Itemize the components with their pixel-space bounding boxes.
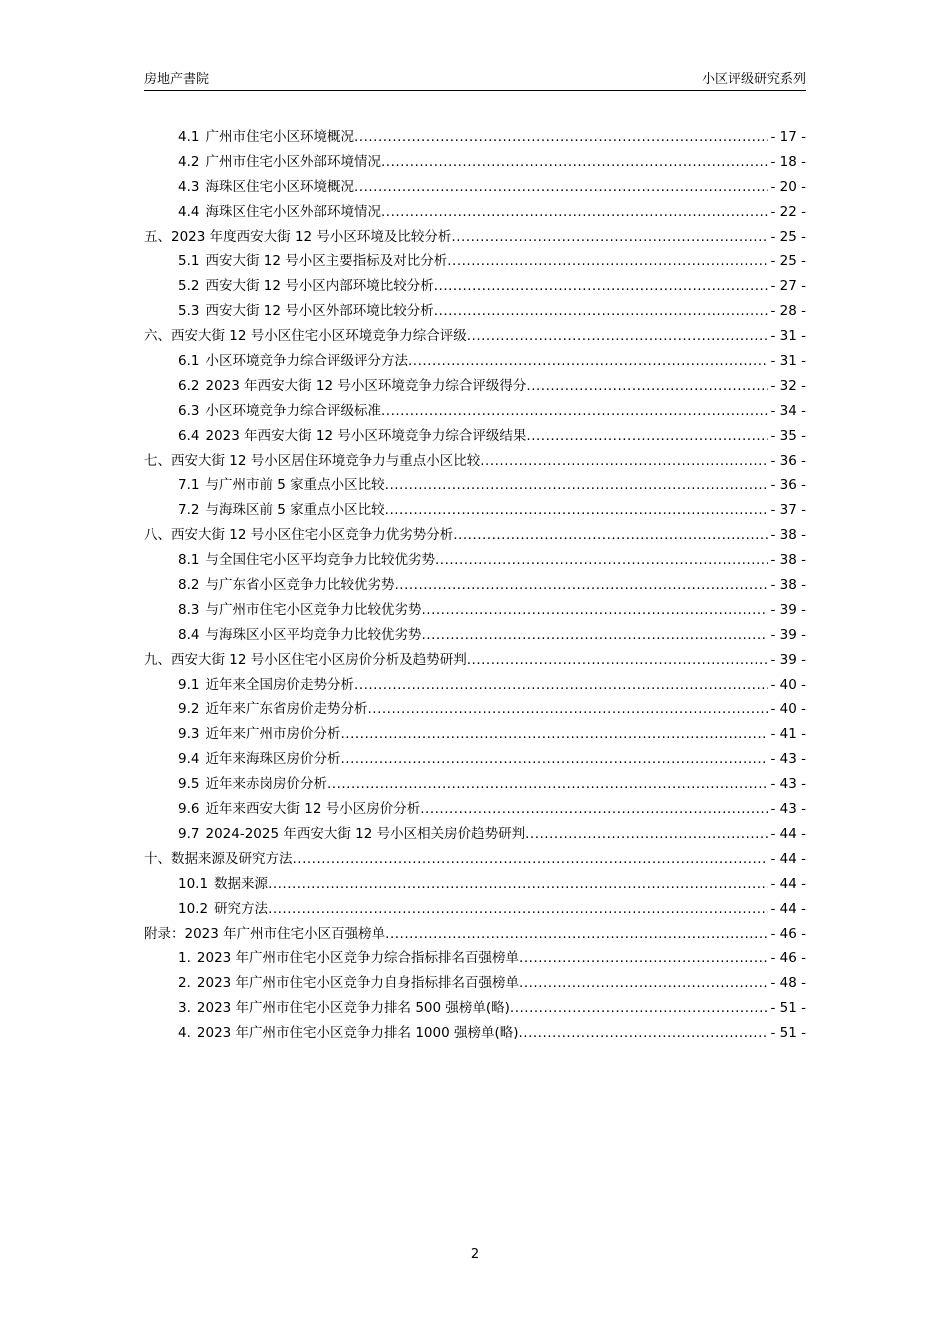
toc-entry-number: 10.1 bbox=[178, 875, 209, 892]
toc-leader-dots bbox=[367, 697, 768, 722]
toc-entry-title: 2023 年广州市住宅小区竞争力综合指标排名百强榜单 bbox=[196, 950, 520, 967]
toc-entry-title: 与海珠区小区平均竞争力比较优劣势 bbox=[205, 626, 422, 643]
toc-entry-number: 8.1 bbox=[178, 552, 200, 569]
toc-leader-dots bbox=[381, 150, 769, 175]
toc-entry-number: 3. bbox=[178, 1000, 191, 1017]
toc-entry-title: 广州市住宅小区环境概况 bbox=[205, 129, 354, 145]
toc-leader-dots bbox=[381, 200, 769, 225]
toc-leader-dots bbox=[354, 673, 769, 698]
toc-leader-dots bbox=[340, 722, 768, 747]
toc-leader-dots bbox=[519, 971, 768, 996]
toc-entry-number: 7.1 bbox=[178, 477, 200, 494]
toc-entry-page: - 43 - bbox=[770, 776, 806, 793]
toc-leader-dots bbox=[385, 498, 769, 523]
toc-leader-dots bbox=[435, 548, 769, 573]
toc-entry-title: 近年来广州市房价分析 bbox=[205, 726, 341, 743]
toc-leader-dots bbox=[526, 374, 768, 399]
toc-entry-title: 近年来赤岗房价分析 bbox=[205, 776, 327, 793]
toc-entry-page: - 44 - bbox=[770, 900, 806, 917]
toc-entry-page: - 43 - bbox=[770, 801, 806, 818]
toc-entry[interactable] bbox=[144, 548, 806, 573]
page-header bbox=[144, 66, 806, 91]
toc-entry-page: - 44 - bbox=[770, 875, 806, 892]
toc-leader-dots bbox=[467, 648, 769, 673]
toc-entry-number: 9.1 bbox=[178, 676, 200, 693]
toc-entry-title: 海珠区住宅小区外部环境情况 bbox=[205, 203, 381, 220]
toc-entry-page: - 34 - bbox=[770, 402, 806, 419]
toc-entry-page: - 48 - bbox=[770, 975, 806, 992]
toc-entry[interactable] bbox=[144, 249, 806, 274]
toc-leader-dots bbox=[451, 225, 768, 250]
toc-entry-title: 近年来广东省房价走势分析 bbox=[205, 701, 368, 718]
toc-entry-number: 4.2 bbox=[178, 153, 200, 170]
toc-entry[interactable] bbox=[144, 399, 806, 424]
toc-leader-dots bbox=[434, 299, 769, 324]
toc-entry-title: 与海珠区前 5 家重点小区比较 bbox=[205, 502, 385, 519]
toc-leader-dots bbox=[480, 449, 768, 474]
toc-leader-dots bbox=[453, 523, 768, 548]
toc-entry-title: 西安大街 12 号小区外部环境比较分析 bbox=[205, 303, 434, 320]
toc-leader-dots bbox=[447, 249, 768, 274]
toc-entry-number: 2. bbox=[178, 975, 191, 992]
toc-entry-title: 十、数据来源及研究方法 bbox=[144, 850, 293, 867]
toc-entry-number: 8.3 bbox=[178, 601, 200, 618]
toc-leader-dots bbox=[421, 598, 768, 623]
toc-leader-dots bbox=[510, 996, 769, 1021]
toc-entry-title: 2023 年广州市住宅小区竞争力排名 500 强榜单(略) bbox=[196, 1000, 510, 1017]
toc-entry[interactable] bbox=[144, 946, 806, 971]
toc-leader-dots bbox=[268, 872, 768, 897]
toc-entry-number: 6.4 bbox=[178, 427, 200, 444]
toc-leader-dots bbox=[526, 424, 768, 449]
toc-entry-title: 数据来源 bbox=[214, 875, 269, 892]
toc-entry-title: 2023 年广州市住宅小区竞争力自身指标排名百强榜单 bbox=[196, 975, 520, 992]
toc-entry-number: 5.1 bbox=[178, 253, 200, 270]
toc-leader-dots bbox=[421, 623, 768, 648]
toc-entry-title: 五、2023 年度西安大街 12 号小区环境及比较分析 bbox=[144, 228, 452, 245]
toc-entry[interactable] bbox=[144, 200, 806, 225]
toc-entry-page: - 17 - bbox=[770, 129, 806, 145]
header-publisher: 房地产書院 bbox=[144, 72, 210, 87]
toc-entry[interactable] bbox=[144, 971, 806, 996]
toc-entry[interactable] bbox=[144, 722, 806, 747]
toc-entry-number: 4.3 bbox=[178, 178, 200, 195]
toc-entry-number: 10.2 bbox=[178, 900, 209, 917]
toc-entry-page: - 28 - bbox=[770, 303, 806, 320]
toc-entry-title: 近年来海珠区房价分析 bbox=[205, 751, 341, 768]
toc-entry-title: 六、西安大街 12 号小区住宅小区环境竞争力综合评级 bbox=[144, 328, 467, 345]
toc-entry[interactable] bbox=[144, 747, 806, 772]
toc-entry-page: - 37 - bbox=[770, 502, 806, 519]
toc-leader-dots bbox=[385, 473, 769, 498]
toc-entry-page: - 38 - bbox=[770, 552, 806, 569]
toc-entry-page: - 25 - bbox=[770, 228, 806, 245]
toc-entry-number: 9.6 bbox=[178, 801, 200, 818]
toc-entry[interactable] bbox=[144, 1021, 806, 1046]
toc-leader-dots bbox=[420, 797, 768, 822]
toc-entry-page: - 46 - bbox=[770, 950, 806, 967]
toc-entry-title: 与广东省小区竞争力比较优劣势 bbox=[205, 577, 395, 594]
toc-entry-title: 2023 年广州市住宅小区竞争力排名 1000 强榜单(略) bbox=[196, 1025, 519, 1042]
toc-entry-title: 近年来全国房价走势分析 bbox=[205, 676, 354, 693]
toc-entry[interactable] bbox=[144, 872, 806, 897]
toc-entry-page: - 51 - bbox=[770, 1025, 806, 1042]
toc-entry-page: - 39 - bbox=[770, 651, 806, 668]
toc-entry-number: 9.2 bbox=[178, 701, 200, 718]
toc-entry-title: 与广州市住宅小区竞争力比较优劣势 bbox=[205, 601, 422, 618]
toc-entry-page: - 41 - bbox=[770, 726, 806, 743]
toc-entry[interactable] bbox=[144, 374, 806, 399]
toc-entry-title: 2023 年西安大街 12 号小区环境竞争力综合评级得分 bbox=[205, 377, 527, 394]
toc-entry-number: 8.4 bbox=[178, 626, 200, 643]
toc-entry-page: - 39 - bbox=[770, 601, 806, 618]
toc-entry-title: 小区环境竞争力综合评级标准 bbox=[205, 402, 381, 419]
toc-entry[interactable] bbox=[144, 673, 806, 698]
toc-leader-dots bbox=[394, 573, 768, 598]
toc-entry-title: 小区环境竞争力综合评级评分方法 bbox=[205, 353, 408, 370]
toc-entry[interactable] bbox=[144, 897, 806, 922]
toc-leader-dots bbox=[340, 747, 768, 772]
toc-leader-dots bbox=[519, 946, 768, 971]
toc-entry-title: 七、西安大街 12 号小区居住环境竞争力与重点小区比较 bbox=[144, 452, 481, 469]
toc-entry-page: - 31 - bbox=[770, 328, 806, 345]
toc-entry-page: - 35 - bbox=[770, 427, 806, 444]
table-of-contents bbox=[144, 125, 806, 1046]
toc-entry-title: 广州市住宅小区外部环境情况 bbox=[205, 153, 381, 170]
toc-entry[interactable] bbox=[144, 922, 806, 947]
toc-leader-dots bbox=[385, 922, 768, 947]
toc-entry-page: - 18 - bbox=[770, 153, 806, 170]
toc-entry-page: - 39 - bbox=[770, 626, 806, 643]
toc-entry[interactable] bbox=[144, 573, 806, 598]
toc-entry[interactable] bbox=[144, 797, 806, 822]
header-series-title: 小区评级研究系列 bbox=[701, 72, 806, 87]
toc-entry-page: - 46 - bbox=[770, 925, 806, 942]
toc-leader-dots bbox=[268, 897, 768, 922]
toc-entry[interactable] bbox=[144, 598, 806, 623]
toc-entry-number: 9.3 bbox=[178, 726, 200, 743]
toc-entry-number: 4.4 bbox=[178, 203, 200, 220]
toc-entry[interactable] bbox=[144, 772, 806, 797]
page-number: 2 bbox=[470, 1247, 480, 1262]
toc-entry[interactable] bbox=[144, 449, 806, 474]
toc-entry[interactable] bbox=[144, 349, 806, 374]
toc-leader-dots bbox=[519, 1021, 769, 1046]
toc-leader-dots bbox=[327, 772, 769, 797]
toc-entry-title: 近年来西安大街 12 号小区房价分析 bbox=[205, 801, 421, 818]
toc-entry[interactable] bbox=[144, 822, 806, 847]
toc-entry[interactable] bbox=[144, 847, 806, 872]
toc-entry[interactable] bbox=[144, 697, 806, 722]
toc-entry-title: 附录：2023 年广州市住宅小区百强榜单 bbox=[144, 925, 386, 942]
toc-entry-page: - 32 - bbox=[770, 377, 806, 394]
toc-entry-number: 6.2 bbox=[178, 377, 200, 394]
toc-entry-title: 研究方法 bbox=[214, 900, 269, 917]
toc-entry[interactable] bbox=[144, 623, 806, 648]
toc-leader-dots bbox=[525, 822, 768, 847]
toc-entry[interactable] bbox=[144, 424, 806, 449]
toc-entry[interactable] bbox=[144, 274, 806, 299]
toc-entry-number: 9.7 bbox=[178, 825, 200, 842]
toc-entry[interactable] bbox=[144, 648, 806, 673]
toc-entry-number: 6.1 bbox=[178, 353, 200, 370]
toc-entry-page: - 44 - bbox=[770, 850, 806, 867]
toc-entry-page: - 43 - bbox=[770, 751, 806, 768]
toc-entry[interactable] bbox=[144, 125, 806, 150]
toc-entry-title: 九、西安大街 12 号小区住宅小区房价分析及趋势研判 bbox=[144, 651, 467, 668]
toc-entry[interactable] bbox=[144, 299, 806, 324]
toc-entry-page: - 38 - bbox=[770, 577, 806, 594]
toc-leader-dots bbox=[434, 274, 769, 299]
toc-entry-page: - 40 - bbox=[770, 701, 806, 718]
toc-entry-number: 1. bbox=[178, 950, 191, 967]
toc-leader-dots bbox=[381, 399, 769, 424]
toc-entry-title: 与广州市前 5 家重点小区比较 bbox=[205, 477, 385, 494]
toc-entry-page: - 44 - bbox=[770, 825, 806, 842]
toc-entry-title: 西安大街 12 号小区主要指标及对比分析 bbox=[205, 253, 448, 270]
toc-leader-dots bbox=[467, 324, 769, 349]
toc-entry-number: 7.2 bbox=[178, 502, 200, 519]
toc-entry[interactable] bbox=[144, 175, 806, 200]
toc-leader-dots bbox=[293, 847, 769, 872]
toc-entry-number: 5.3 bbox=[178, 303, 200, 320]
toc-entry-page: - 27 - bbox=[770, 278, 806, 295]
toc-entry[interactable] bbox=[144, 225, 806, 250]
toc-leader-dots bbox=[408, 349, 769, 374]
toc-entry[interactable] bbox=[144, 996, 806, 1021]
toc-entry-title: 西安大街 12 号小区内部环境比较分析 bbox=[205, 278, 434, 295]
toc-entry-title: 2024-2025 年西安大街 12 号小区相关房价趋势研判 bbox=[205, 825, 526, 842]
toc-entry-page: - 38 - bbox=[770, 527, 806, 544]
toc-entry-number: 8.2 bbox=[178, 577, 200, 594]
toc-entry-page: - 31 - bbox=[770, 353, 806, 370]
toc-entry-page: - 36 - bbox=[770, 452, 806, 469]
toc-entry-number: 4. bbox=[178, 1025, 191, 1042]
toc-entry-number: 9.4 bbox=[178, 751, 200, 768]
toc-entry-page: - 20 - bbox=[770, 178, 806, 195]
toc-entry[interactable] bbox=[144, 498, 806, 523]
toc-entry-title: 海珠区住宅小区环境概况 bbox=[205, 178, 354, 195]
toc-entry[interactable] bbox=[144, 150, 806, 175]
toc-entry-number: 5.2 bbox=[178, 278, 200, 295]
toc-entry-number: 9.5 bbox=[178, 776, 200, 793]
toc-entry-page: - 36 - bbox=[770, 477, 806, 494]
toc-entry[interactable] bbox=[144, 473, 806, 498]
toc-entry-title: 八、西安大街 12 号小区住宅小区竞争力优劣势分析 bbox=[144, 527, 454, 544]
toc-leader-dots bbox=[354, 125, 769, 150]
toc-entry-page: - 22 - bbox=[770, 203, 806, 220]
toc-entry-number: 6.3 bbox=[178, 402, 200, 419]
toc-entry[interactable] bbox=[144, 324, 806, 349]
toc-leader-dots bbox=[354, 175, 769, 200]
toc-entry-page: - 40 - bbox=[770, 676, 806, 693]
toc-entry-page: - 25 - bbox=[770, 253, 806, 270]
toc-entry-page: - 51 - bbox=[770, 1000, 806, 1017]
toc-entry-title: 与全国住宅小区平均竞争力比较优劣势 bbox=[205, 552, 435, 569]
toc-entry-title: 2023 年西安大街 12 号小区环境竞争力综合评级结果 bbox=[205, 427, 527, 444]
toc-entry-number: 4.1 bbox=[178, 129, 200, 145]
toc-entry[interactable] bbox=[144, 523, 806, 548]
